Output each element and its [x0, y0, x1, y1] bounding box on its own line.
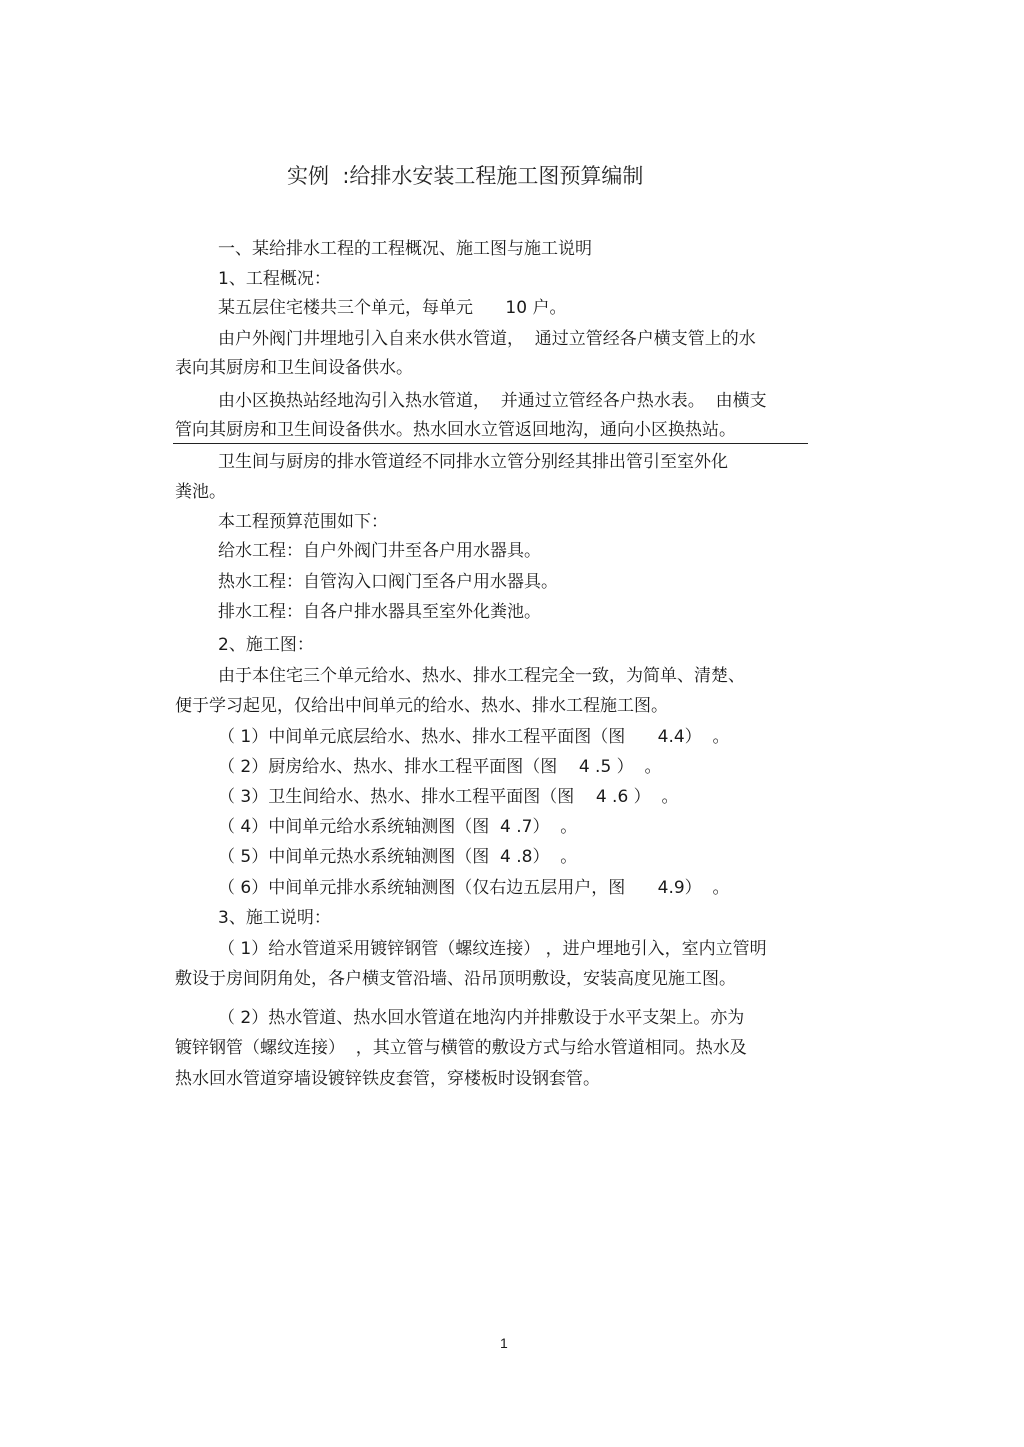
subsection-heading: 2、施工图：	[218, 635, 314, 655]
paragraph-line: （ 1）给水管道采用镀锌钢管（螺纹连接） ，进户埋地引入，室内立管明	[218, 939, 767, 959]
section-heading: 一、某给排水工程的工程概况、施工图与施工说明	[218, 239, 592, 259]
page-number: 1	[500, 1335, 508, 1351]
paragraph-line: 热水工程：自管沟入口阀门至各户用水器具。	[218, 572, 558, 592]
paragraph-line: 由户外阀门井埋地引入自来水供水管道， 通过立管经各户横支管上的水	[218, 329, 756, 349]
paragraph-line: （ 2）热水管道、热水回水管道在地沟内并排敷设于水平支架上。亦为	[218, 1008, 745, 1028]
list-item: （ 5）中间单元热水系统轴测图（图 4 .8） 。	[218, 847, 578, 867]
paragraph-line: 本工程预算范围如下：	[218, 512, 388, 532]
paragraph-line: 管向其厨房和卫生间设备供水。热水回水立管返回地沟，通向小区换热站。	[175, 420, 736, 440]
paragraph-line: 排水工程：自各户排水器具至室外化粪池。	[218, 602, 541, 622]
list-item: （ 3）卫生间给水、热水、排水工程平面图（图 4 .6 ） 。	[218, 787, 679, 807]
horizontal-rule	[173, 443, 808, 444]
paragraph-line: 热水回水管道穿墙设镀锌铁皮套管，穿楼板时设钢套管。	[175, 1069, 600, 1089]
list-item: （ 4）中间单元给水系统轴测图（图 4 .7） 。	[218, 817, 578, 837]
subsection-heading: 1、工程概况：	[218, 269, 331, 289]
paragraph-line: 某五层住宅楼共三个单元，每单元 10 户。	[218, 298, 567, 318]
paragraph-line: 镀锌钢管（螺纹连接） ，其立管与横管的敷设方式与给水管道相同。热水及	[175, 1038, 747, 1058]
document-title: 实例 :给排水安装工程施工图预算编制	[287, 164, 644, 188]
paragraph-line: 给水工程：自户外阀门井至各户用水器具。	[218, 541, 541, 561]
paragraph-line: 卫生间与厨房的排水管道经不同排水立管分别经其排出管引至室外化	[218, 452, 728, 472]
paragraph-line: 表向其厨房和卫生间设备供水。	[175, 358, 413, 378]
paragraph-line: 由小区换热站经地沟引入热水管道， 并通过立管经各户热水表。 由横支	[218, 391, 767, 411]
subsection-heading: 3、施工说明：	[218, 908, 331, 928]
paragraph-line: 便于学习起见，仅给出中间单元的给水、热水、排水工程施工图。	[175, 696, 668, 716]
paragraph-line: 粪池。	[175, 482, 226, 502]
list-item: （ 2）厨房给水、热水、排水工程平面图（图 4 .5 ） 。	[218, 757, 662, 777]
list-item: （ 6）中间单元排水系统轴测图（仅右边五层用户，图 4.9） 。	[218, 878, 730, 898]
paragraph-line: 敷设于房间阴角处，各户横支管沿墙、沿吊顶明敷设，安装高度见施工图。	[175, 969, 736, 989]
paragraph-line: 由于本住宅三个单元给水、热水、排水工程完全一致，为简单、清楚、	[218, 666, 745, 686]
list-item: （ 1）中间单元底层给水、热水、排水工程平面图（图 4.4） 。	[218, 727, 730, 747]
